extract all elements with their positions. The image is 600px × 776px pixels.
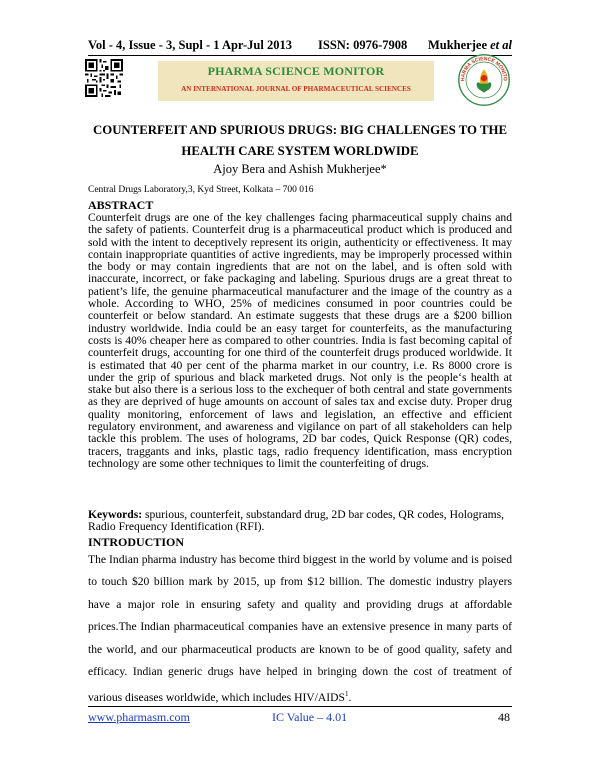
introduction-text xyxy=(88,549,512,710)
header-author xyxy=(428,38,512,53)
article-title-line-2: HEALTH CARE SYSTEM WORLDWIDE xyxy=(181,144,419,158)
issn: ISSN: 0976-7908 xyxy=(318,38,408,52)
introduction-body: The Indian pharma industry has become third biggest in the world by volume and is poised to touch $20 billion mark by 2015, up from $12 billion. The domestic industry players have a major role in ensuring safety and quality and providing drugs at affordable prices.The Indian pharmaceutical companies have an extensive presence in many parts of the world, and our pharmaceutical products are known to be of good quality, safety and efficacy. Indian generic drugs have helped in bringing down the cost of treatment of various diseases worldwide, which includes HIV/AIDS xyxy=(88,553,512,705)
qr-code-icon xyxy=(85,59,123,97)
footer-rule xyxy=(88,706,512,707)
affiliation: Central Drugs Laboratory,3, Kyd Street, Kolkata – 700 016 xyxy=(88,185,314,195)
header-author-name: Mukherjee xyxy=(427,38,487,52)
page-number: 48 xyxy=(498,710,510,724)
header-author-etal: et al xyxy=(490,38,512,52)
authors: Ajoy Bera and Ashish Mukherjee* xyxy=(213,162,387,176)
keywords-text: spurious, counterfeit, substandard drug, 2D bar codes, QR codes, Holograms, Radio Frequency Identification (RFI). xyxy=(88,508,505,534)
abstract-text: Counterfeit drugs are one of the key challenges facing pharmaceutical supply chains and the safety of patients. Counterfeit drug is a pharmaceutical product which is produced and sold with the intent to deceptively represent its origin, authenticity or effectiveness. It may contain inappropriate quantities of active ingredients, may be improperly processed within the body or may contain ingredients that are not on the label, and is often sold with inaccurate, incorrect, or fake packaging and labeling. Spurious drugs are a great threat to patient’s life, the genuine pharmaceutical manufacturer and the image of the country as a whole. According to WHO, 25% of medicines consumed in poor countries could be counterfeit or below standard. An estimate suggests that these drugs are a $200 billion industry worldwide. India could be an easy target for counterfeits, as the manufacturing costs is 40% cheaper here as compared to other countries. India is fast becoming capital of counterfeit drugs, accounting for one third of the counterfeit drugs produced worldwide. It is estimated that 40 per cent of the pharma market in our country, i.e. Rs 8000 crore is under the grip of spurious and black marketed drugs. Not only is the people‘s health at stake but also there is a serious loss to the exchequer of both central and state governments as they are deprived of huge amounts on account of sales tax and excise duty. Proper drug quality monitoring, enforcement of laws and legislation, an effective and efficient regulatory environment, and awareness and vigilance on part of all stakeholders can help tackle this problem. The uses of holograms, 2D bar codes, Quick Response (QR) codes, tracers, traggants and inks, plastic tags, radio frequency identification, mass encryption technology are some other techniques to limit the counterfeiting of drugs. xyxy=(88,211,512,470)
reference-superscript: 1 xyxy=(344,690,349,699)
journal-name: PHARMA SCIENCE MONITOR xyxy=(207,64,385,78)
introduction-end: . xyxy=(348,691,352,705)
keywords xyxy=(88,509,512,534)
header-rule xyxy=(88,55,512,56)
article-title-line-1: COUNTERFEIT AND SPURIOUS DRUGS: BIG CHALLENGES TO THE xyxy=(93,123,507,137)
volume-info: Vol - 4, Issue - 3, Supl - 1 Apr-Jul 2013 xyxy=(88,38,292,52)
introduction-heading: INTRODUCTION xyxy=(88,535,185,549)
journal-subtitle: AN INTERNATIONAL JOURNAL OF PHARMACEUTICAL SCIENCES xyxy=(181,85,411,93)
abstract-heading: ABSTRACT xyxy=(88,198,154,212)
website-link[interactable]: www.pharmasm.com xyxy=(88,710,190,724)
journal-seal-logo xyxy=(457,53,511,107)
seal-text: HARMA SCIENCE MONITO xyxy=(460,56,508,82)
ic-value: IC Value – 4.01 xyxy=(272,710,348,724)
keywords-label: Keywords: xyxy=(88,508,143,521)
